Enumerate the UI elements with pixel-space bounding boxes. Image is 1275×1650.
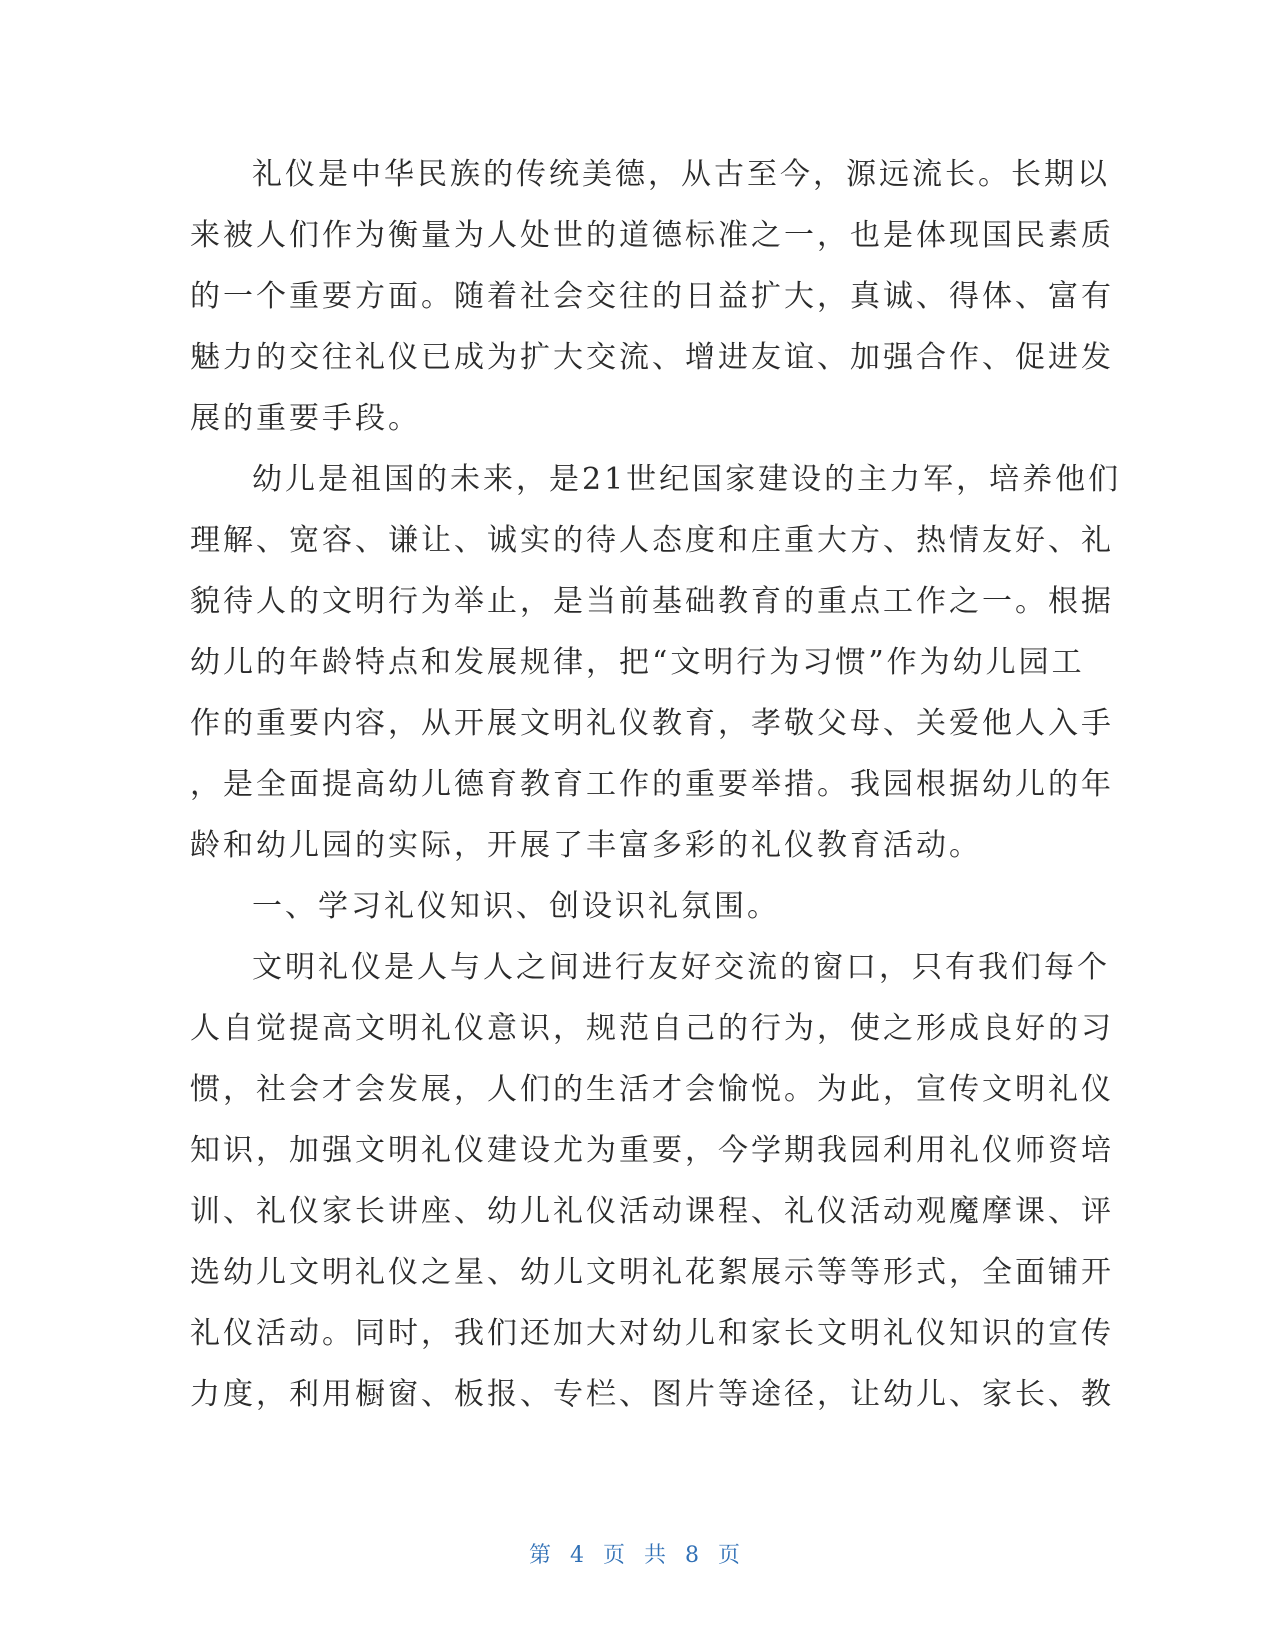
paragraph-1-line-4: 魅力的交往礼仪已成为扩大交流、增进友谊、加强合作、促进发 bbox=[190, 340, 1114, 375]
paragraph-3-line-5: 训、礼仪家长讲座、幼儿礼仪活动课程、礼仪活动观魔摩课、评 bbox=[190, 1194, 1114, 1229]
paragraph-3-line-2: 人自觉提高文明礼仪意识，规范自己的行为，使之形成良好的习 bbox=[190, 1011, 1114, 1046]
paragraph-2-line-3: 貌待人的文明行为举止，是当前基础教育的重点工作之一。根据 bbox=[190, 584, 1114, 619]
paragraph-2-line-4: 幼儿的年龄特点和发展规律，把“文明行为习惯”作为幼儿园工 bbox=[190, 645, 1085, 680]
paragraph-3-line-3: 惯，社会才会发展，人们的生活才会愉悦。为此，宣传文明礼仪 bbox=[190, 1072, 1114, 1107]
paragraph-3-line-6: 选幼儿文明礼仪之星、幼儿文明礼花絮展示等等形式，全面铺开 bbox=[190, 1255, 1114, 1290]
paragraph-2-line-6: ，是全面提高幼儿德育教育工作的重要举措。我园根据幼儿的年 bbox=[190, 767, 1114, 802]
paragraph-3-line-8: 力度，利用橱窗、板报、专栏、图片等途径，让幼儿、家长、教 bbox=[190, 1377, 1114, 1412]
paragraph-2-line-1: 幼儿是祖国的未来，是21世纪国家建设的主力军，培养他们 bbox=[252, 462, 1122, 497]
paragraph-3-line-4: 知识，加强文明礼仪建设尤为重要，今学期我园利用礼仪师资培 bbox=[190, 1133, 1114, 1168]
paragraph-1-line-2: 来被人们作为衡量为人处世的道德标准之一，也是体现国民素质 bbox=[190, 218, 1114, 253]
paragraph-3-line-7: 礼仪活动。同时，我们还加大对幼儿和家长文明礼仪知识的宣传 bbox=[190, 1316, 1114, 1351]
paragraph-1-line-1: 礼仪是中华民族的传统美德，从古至今，源远流长。长期以 bbox=[252, 157, 1110, 192]
paragraph-2-line-5: 作的重要内容，从开展文明礼仪教育，孝敬父母、关爱他人入手 bbox=[190, 706, 1114, 741]
paragraph-2-line-2: 理解、宽容、谦让、诚实的待人态度和庄重大方、热情友好、礼 bbox=[190, 523, 1114, 558]
page-number-footer: 第 4 页 共 8 页 bbox=[529, 1543, 746, 1568]
paragraph-1-line-5: 展的重要手段。 bbox=[190, 401, 421, 436]
paragraph-1-line-3: 的一个重要方面。随着社会交往的日益扩大，真诚、得体、富有 bbox=[190, 279, 1114, 314]
paragraph-3-line-1: 文明礼仪是人与人之间进行友好交流的窗口，只有我们每个 bbox=[252, 950, 1110, 985]
document-body bbox=[190, 144, 1122, 1425]
paragraph-2-line-7: 龄和幼儿园的实际，开展了丰富多彩的礼仪教育活动。 bbox=[190, 828, 982, 863]
section-heading-1: 一、学习礼仪知识、创设识礼氛围。 bbox=[252, 889, 780, 924]
